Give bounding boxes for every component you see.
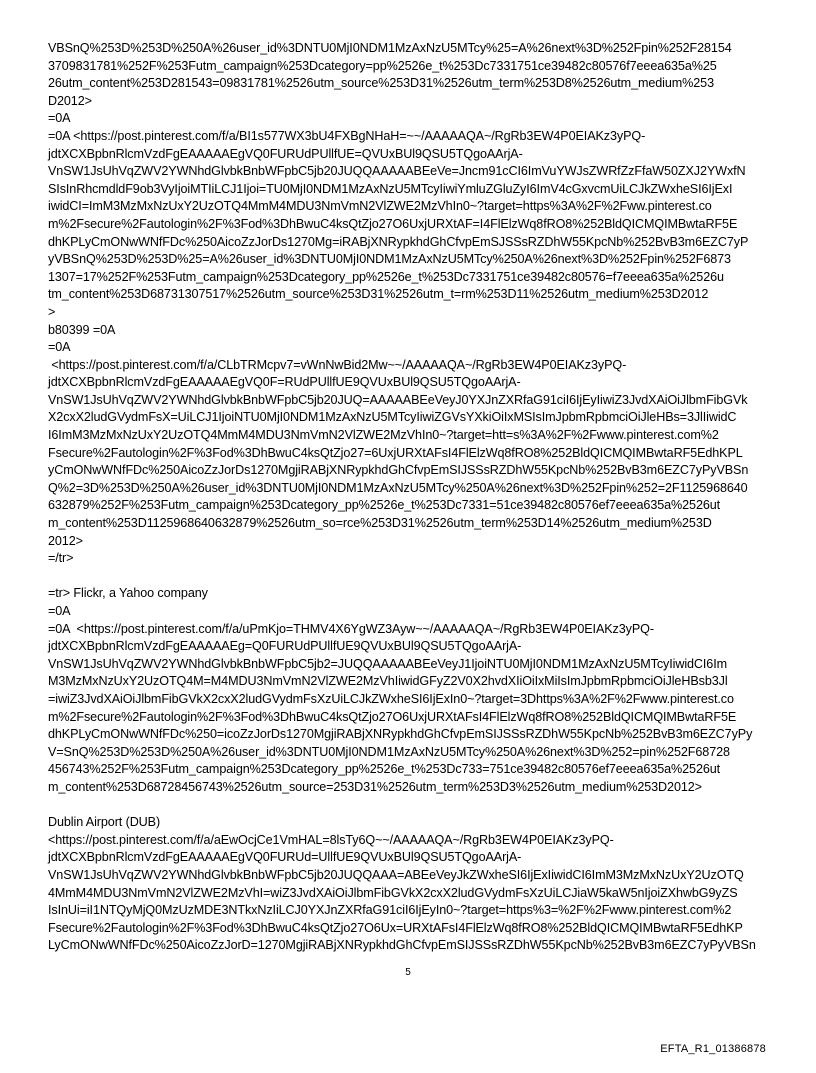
text-line: 1307=17%252F%253Futm_campaign%253Dcategory_pp%2526e_t%253Dc7331751ce39482c80576=f7eeea635a%2526u: [48, 269, 724, 284]
text-line: jdtXCXBpbnRlcmVzdFgEAAAAAEgVQ0F=RUdPUllfUE9QVUxBUl9QSU5TQgoAArjA-: [48, 375, 521, 390]
text-line: jdtXCXBpbnRlcmVzdFgEAAAAAEgVQ0FURUd=UllfUE9QVUxBUl9QSU5TQgoAArjA-: [48, 850, 522, 865]
text-block: [48, 814, 770, 955]
text-line: dhKPLyCmONwWNfFDc%250=icoZzJorDs1270MgjiRABjXNRypkhdGhCfvpEmSIJSSsRZDhW55KpcNb%252BvB3m6EZC7yPy: [48, 727, 753, 742]
paragraph-gap: [48, 797, 770, 815]
text-line: 456743%252F%253Futm_campaign%253Dcategory_pp%2526e_t%253Dc733=751ce39482c80576ef7eeea635a%2526ut: [48, 762, 721, 777]
text-line: LyCmONwWNfFDc%250AicoZzJorD=1270MgjiRABjXNRypkhdGhCfvpEmSIJSSsRZDhW55KpcNb%252BvB3m6EZC7yPyVBSn: [48, 938, 756, 953]
text-line: VnSW1JsUhVqZWV2YWNhdGlvbkBnbWFpbC5jb20JUQQAAA=ABEeVeyJkZWxheSI6IjExIiwidCI6ImM3MzMxNzUxY2UzOTQ: [48, 867, 744, 882]
text-line: VnSW1JsUhVqZWV2YWNhdGlvbkBnbWFpbC5jb20JUQQAAAAABEeVe=Jncm91cCI6ImVuYWJsZWRfZzFfaW50ZXJ2YWxfN: [48, 164, 746, 179]
text-line: I6ImM3MzMxNzUxY2UzOTQ4MmM4MDU3NmVmN2VlZWE2MzVhIn0~?target=htt=s%3A%2F%2Fwww.pinterest.com%2: [48, 428, 719, 443]
text-line: VnSW1JsUhVqZWV2YWNhdGlvbkBnbWFpbC5jb20JUQ=AAAAABEeVeyJ0YXJnZXRfaG91ciI6IjEyIiwiZ3JvdXAiOiJlbmFibGVk: [48, 392, 748, 407]
text-line: =0A <https://post.pinterest.com/f/a/uPmKjo=THMV4X6YgWZ3Ayw~~/AAAAAQA~/RgRb3EW4P0EIAKz3yPQ-: [48, 621, 654, 636]
paragraph-gap: [48, 568, 770, 586]
text-line: yCmONwWNfFDc%250AicoZzJorDs1270MgjiRABjXNRypkhdGhCfvpEmSIJSSsRZDhW55KpcNb%252BvB3m6EZC7yPyVBSn: [48, 463, 749, 478]
text-line: X2cxX2ludGVydmFsX=UiLCJ1IjoiNTU0MjI0NDM1MzAxNzU5MTcyIiwiZGVsYXkiOiIxMSIsImJpbmRpbmciOiJleHBs=3JlIiwidC: [48, 410, 737, 425]
text-line: =tr> Flickr, a Yahoo company: [48, 586, 208, 601]
text-line: =0A: [48, 111, 71, 126]
text-line: m%2Fsecure%2Fautologin%2F%3Fod%3DhBwuC4ksQtZjo27O6UxjURXtAF=I4FlElzWq8fRO8%252BldQICMQIMBwtaRF5E: [48, 216, 738, 231]
text-line: Fsecure%2Fautologin%2F%3Fod%3DhBwuC4ksQtZjo27=6UxjURXtAFsI4FlElzWq8fRO8%252BldQICMQIMBwtaRF5EdhKPL: [48, 445, 743, 460]
text-line: =0A: [48, 604, 71, 618]
text-line: =iwiZ3JvdXAiOiJlbmFibGVkX2cxX2ludGVydmFsXzUiLCJkZWxheSI6IjExIn0~?target=3Dhttps%3A%2F%2Fwww.pinterest.co: [48, 691, 734, 706]
text-block: [48, 585, 770, 796]
text-line: Dublin Airport (DUB): [48, 815, 161, 830]
text-line: 26utm_content%253D281543=09831781%2526utm_source%253D31%2526utm_term%253D8%2526utm_medium%253: [48, 76, 714, 91]
text-line: 2012>: [48, 533, 83, 548]
text-line: 4MmM4MDU3NmVmN2VlZWE2MzVhI=wiZ3JvdXAiOiJlbmFibGVkX2cxX2ludGVydmFsXzUiLCJiaW5kaW5nIjoiZXhwbG9yZS: [48, 885, 738, 900]
page-number: 5: [405, 967, 411, 978]
text-line: D2012>: [48, 93, 92, 108]
text-line: m%2Fsecure%2Fautologin%2F%3Fod%3DhBwuC4ksQtZjo27O6UxjURXtAFsI4FlElzWq8fRO8%252BldQICMQIMBwtaRF5E: [48, 709, 737, 724]
text-line: m_content%253D68728456743%2526utm_source=253D31%2526utm_term%253D3%2526utm_medium%253D2012>: [48, 779, 702, 794]
text-line: m_content%253D1125968640632879%2526utm_so=rce%253D31%2526utm_term%253D14%2526utm_medium%253D: [48, 516, 712, 531]
text-block: [48, 40, 770, 568]
bates-number: EFTA_R1_01386878: [660, 1043, 766, 1055]
document-body: [48, 40, 770, 955]
text-line: M3MzMxNzUxY2UzOTQ4M=M4MDU3NmVmN2VlZWE2MzVhIiwidGFyZ2V0X2hvdXIiOiIxMiIsImJpbmRpbmciOiJleHBsb3Jl: [48, 674, 728, 689]
text-line: jdtXCXBpbnRlcmVzdFgEAAAAAEgVQ0FURUdPUllfUE=QVUxBUl9QSU5TQgoAArjA-: [48, 146, 523, 161]
text-line: b80399 =0A: [48, 322, 116, 337]
text-line: =0A: [48, 340, 71, 355]
text-line: SIsInRhcmdldF9ob3VyIjoiMTIiLCJ1Ijoi=TU0MjI0NDM1MzAxNzU5MTcyIiwiYmluZGluZyI6ImV4cGxvcmUiLCJkZWxheSI6IjExI: [48, 181, 733, 196]
text-line: >: [48, 304, 56, 319]
text-line: 3709831781%252F%253Futm_campaign%253Dcategory=pp%2526e_t%253Dc7331751ce39482c80576f7eeea635a%25: [48, 58, 717, 73]
text-line: yVBSnQ%253D%253D%25=A%26user_id%3DNTU0MjI0NDM1MzAxNzU5MTcy%250A%26next%3D%252Fpin%252F6873: [48, 252, 731, 267]
text-line: 632879%252F%253Futm_campaign%253Dcategory_pp%2526e_t%253Dc7331=51ce39482c80576ef7eeea635a%2526ut: [48, 498, 721, 513]
text-line: jdtXCXBpbnRlcmVzdFgEAAAAAEg=Q0FURUdPUllfUE9QVUxBUl9QSU5TQgoAArjA-: [48, 639, 522, 654]
text-line: =0A <https://post.pinterest.com/f/a/BI1s577WX3bU4FXBgNHaH=~~/AAAAAQA~/RgRb3EW4P0EIAKz3yPQ-: [48, 128, 646, 143]
text-line: dhKPLyCmONwWNfFDc%250AicoZzJorDs1270Mg=iRABjXNRypkhdGhCfvpEmSJSSsRZDhW55KpcNb%252BvB3m6EZC7yP: [48, 234, 749, 249]
text-line: =/tr>: [48, 551, 74, 566]
text-line: tm_content%253D68731307517%2526utm_source%253D31%2526utm_t=rm%253D11%2526utm_medium%253D2012: [48, 287, 709, 302]
text-line: <https://post.pinterest.com/f/a/CLbTRMcpv7=vWnNwBid2Mw~~/AAAAAQA~/RgRb3EW4P0EIAKz3yPQ-: [48, 357, 627, 372]
text-line: iwidCI=ImM3MzMxNzUxY2UzOTQ4MmM4MDU3NmVmN2VlZWE2MzVhIn0~?target=https%3A%2F%2Fww.pinterest.co: [48, 199, 712, 214]
text-line: Fsecure%2Fautologin%2F%3Fod%3DhBwuC4ksQtZjo27O6Ux=URXtAFsI4FlElzWq8fRO8%252BldQICMQIMBwtaRF5EdhKP: [48, 920, 743, 935]
text-line: Q%2=3D%253D%250A%26user_id%3DNTU0MjI0NDM1MzAxNzU5MTcy%250A%26next%3D%252Fpin%252=2F1125968640: [48, 480, 748, 495]
text-line: VnSW1JsUhVqZWV2YWNhdGlvbkBnbWFpbC5jb2=JUQQAAAAABEeVeyJ1IjoiNTU0MjI0NDM1MzAxNzU5MTcyIiwidCI6Im: [48, 656, 728, 671]
text-line: IsInUi=iI1NTQyMjQ0MzUzMDE3NTkxNzIiLCJ0YXJnZXRfaG91ciI6IjEyIn0~?target=https%3=%2F%2Fwww.pinterest.com%2: [48, 903, 732, 918]
text-line: VBSnQ%253D%253D%250A%26user_id%3DNTU0MjI0NDM1MzAxNzU5MTcy%25=A%26next%3D%252Fpin%252F28154: [48, 41, 732, 55]
text-line: V=SnQ%253D%253D%250A%26user_id%3DNTU0MjI0NDM1MzAxNzU5MTcy%250A%26next%3D%252=pin%252F68728: [48, 744, 730, 759]
text-line: <https://post.pinterest.com/f/a/aEwOcjCe1VmHAL=8lsTy6Q~~/AAAAAQA~/RgRb3EW4P0EIAKz3yPQ-: [48, 832, 614, 847]
